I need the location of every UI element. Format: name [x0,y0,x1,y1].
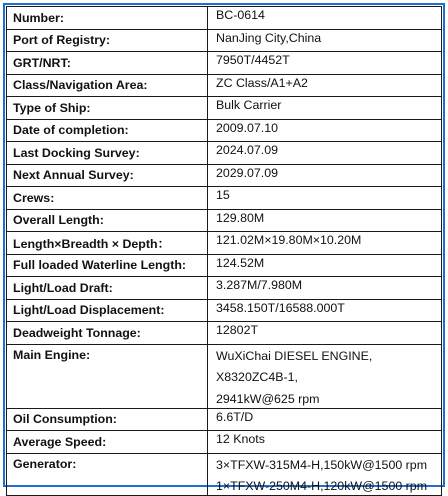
spec-row [7,29,442,52]
spec-value-line: Bulk Carrier [216,98,282,112]
spec-value [208,431,442,454]
spec-value [208,322,442,345]
spec-value-line: 7950T/4452T [216,53,290,67]
spec-value [208,453,442,496]
spec-row [7,232,442,255]
spec-label: Date of completion: [7,119,208,142]
spec-row [7,142,442,165]
spec-label: Oil Consumption: [7,408,208,431]
spec-row [7,74,442,97]
spec-row [7,164,442,187]
spec-label: Light/Load Draft: [7,277,208,300]
spec-label: Class/Navigation Area: [7,74,208,97]
spec-value-line: 6.6T/D [216,409,254,424]
spec-value-line: 1×TFXW-250M4-H,120kW@1500 rpm [216,479,428,493]
spec-label: Type of Ship: [7,97,208,120]
spec-label: Length×Breadth × Depth： [7,232,208,255]
spec-label: Average Speed: [7,431,208,454]
spec-label: Next Annual Survey: [7,164,208,187]
spec-value [208,74,442,97]
spec-value [208,344,442,408]
spec-value-line: ZC Class/A1+A2 [216,75,308,90]
spec-row [7,209,442,232]
spec-value [208,232,442,255]
spec-value [208,209,442,232]
spec-label: Crews: [7,187,208,210]
spec-value-line: BC-0614 [216,8,265,22]
spec-value [208,7,442,30]
ship-spec-table [6,6,442,496]
spec-value-line: 2009.07.10 [216,120,279,135]
spec-value [208,119,442,142]
spec-row [7,431,442,454]
spec-value-line: 2941kW@625 rpm [216,391,320,406]
spec-row [7,453,442,496]
spec-value-line: 124.52M [216,255,265,270]
spec-sheet-frame [3,3,445,493]
spec-value-line: 15 [216,188,230,202]
spec-value-line: X8320ZC4B-1, [216,370,298,384]
spec-label: Full loaded Waterline Length: [7,254,208,277]
spec-value [208,299,442,322]
spec-value [208,254,442,277]
spec-value-line: WuXiChai DIESEL ENGINE, [216,348,373,363]
spec-value-line: 3458.150T/16588.000T [216,300,345,315]
spec-row [7,97,442,120]
spec-value [208,97,442,120]
spec-value [208,408,442,431]
spec-value-line: 3×TFXW-315M4-H,150kW@1500 rpm [216,457,428,472]
spec-value [208,29,442,52]
spec-value [208,142,442,165]
spec-label: Last Docking Survey: [7,142,208,165]
spec-label: Deadweight Tonnage: [7,322,208,345]
spec-row [7,408,442,431]
spec-label: Number: [7,7,208,30]
spec-value-line: 129.80M [216,210,265,225]
spec-row [7,187,442,210]
spec-value [208,277,442,300]
spec-value-line: 12802T [216,323,259,337]
spec-row [7,299,442,322]
spec-row [7,344,442,408]
spec-row [7,119,442,142]
spec-value-line: NanJing City,China [216,30,322,45]
spec-value-line: 2024.07.09 [216,143,279,157]
spec-label: Port of Registry: [7,29,208,52]
spec-value-line: 12 Knots [216,432,265,446]
spec-value-line: 121.02M×19.80M×10.20M [216,233,362,247]
spec-value-line: 3.287M/7.980M [216,278,303,292]
spec-value [208,164,442,187]
spec-row [7,254,442,277]
spec-value [208,187,442,210]
spec-label: Light/Load Displacement: [7,299,208,322]
spec-label: Overall Length: [7,209,208,232]
spec-label: Main Engine: [7,344,208,408]
spec-label: Generator: [7,453,208,496]
spec-row [7,277,442,300]
spec-value-line: 2029.07.09 [216,165,279,180]
spec-row [7,322,442,345]
spec-value [208,52,442,75]
spec-label: GRT/NRT: [7,52,208,75]
spec-row [7,7,442,30]
spec-table-body [7,7,442,496]
spec-row [7,52,442,75]
